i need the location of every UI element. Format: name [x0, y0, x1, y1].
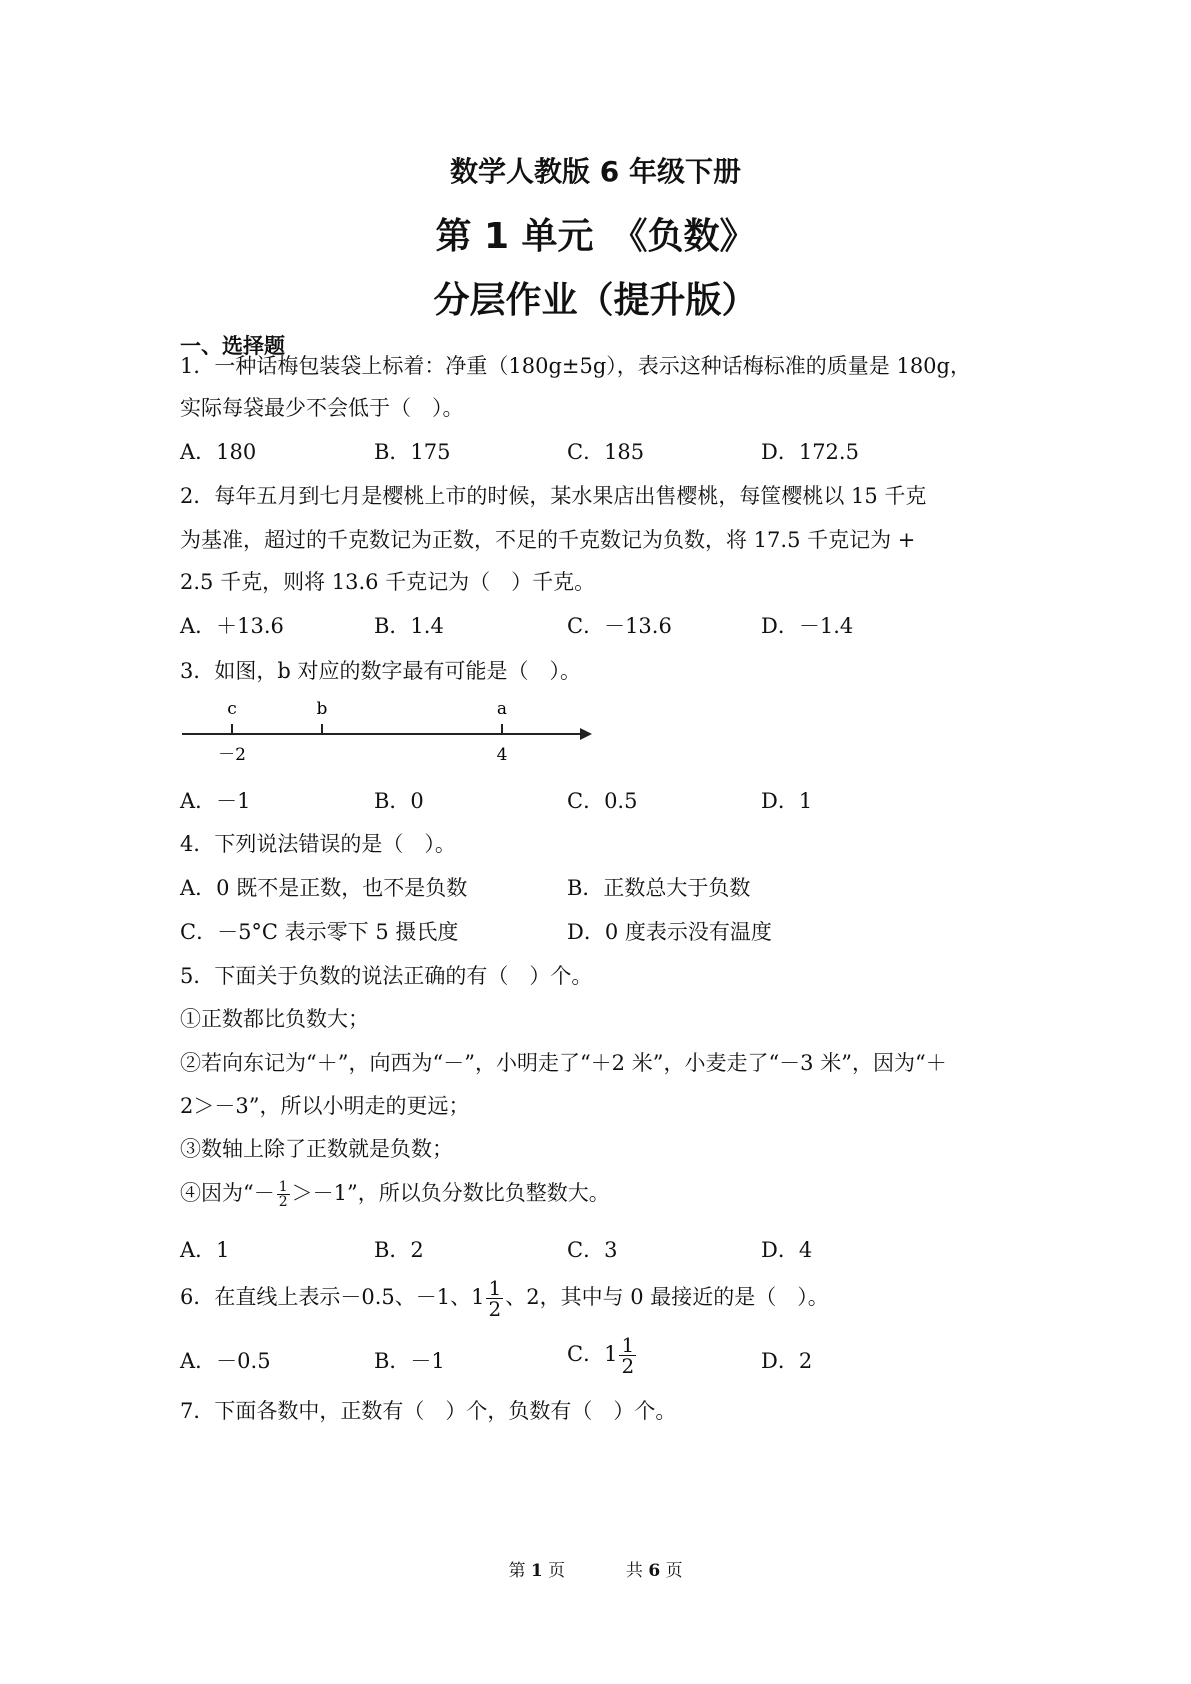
doc-title-unit: 第 1 单元 《负数》: [435, 216, 756, 257]
q6-numerator: 1: [488, 1276, 502, 1300]
q6-line1: [180, 1278, 829, 1319]
page-footer: [0, 1556, 1191, 1581]
q5-line1: 5．下面关于负数的说法正确的有（ ）个。: [180, 964, 593, 988]
q5-s4-pre: ④因为“－: [180, 1181, 275, 1205]
label-a: a: [496, 699, 508, 719]
q4-line1: 4．下列说法错误的是（ ）。: [180, 832, 456, 856]
q6-fraction: [486, 1278, 503, 1319]
q6-option-b: B．－1: [374, 1349, 445, 1373]
q5-option-d: D．4: [761, 1238, 813, 1262]
q2-line1: 2．每年五月到七月是樱桃上市的时候，某水果店出售樱桃，每筐樱桃以 15 千克: [180, 484, 927, 508]
q2-option-a: A．＋13.6: [180, 614, 284, 638]
q2-line2: 为基准，超过的千克数记为正数，不足的千克数记为负数，将 17.5 千克记为 +: [180, 528, 916, 552]
q1-option-d: D．172.5: [761, 440, 859, 464]
label-b: b: [316, 699, 328, 719]
q4-option-b: B．正数总大于负数: [567, 876, 751, 900]
number-line-arrow: [580, 728, 592, 740]
doc-title-type: 分层作业（提升版）: [433, 280, 758, 321]
q6-optc-denominator: 2: [621, 1354, 635, 1378]
q4-option-c: C．－5°C 表示零下 5 摄氏度: [180, 920, 459, 944]
footer-page-number: 1: [530, 1561, 543, 1581]
q3-option-a: A．－1: [180, 789, 251, 813]
number-line-figure: [180, 692, 600, 772]
q5-s4-post: ＞－1”，所以负分数比负整数大。: [291, 1181, 610, 1205]
section-heading: 一、选择题: [180, 334, 285, 358]
footer-total-prefix: 共: [625, 1561, 643, 1581]
q2-option-b: B．1.4: [374, 614, 444, 638]
q2-option-d: D．－1.4: [761, 614, 854, 638]
footer-page-suffix: 页: [548, 1561, 566, 1581]
footer-total-suffix: 页: [665, 1561, 683, 1581]
q6-option-a: A．－0.5: [180, 1349, 271, 1373]
q3-option-d: D．1: [761, 789, 813, 813]
q5-statement-2b: 2＞－3”，所以小明走的更远；: [180, 1094, 470, 1118]
q4-option-d: D．0 度表示没有温度: [567, 920, 772, 944]
q5-option-c: C．3: [567, 1238, 618, 1262]
q5-option-a: A．1: [180, 1238, 230, 1262]
q3-line1: 3．如图，b 对应的数字最有可能是（ ）。: [180, 659, 581, 683]
q1-option-a: A．180: [180, 440, 257, 464]
q6-denominator: 2: [488, 1297, 502, 1321]
q4-option-a: A．0 既不是正数，也不是负数: [180, 876, 468, 900]
value-a: 4: [496, 745, 508, 765]
q1-option-c: C．185: [567, 440, 645, 464]
q5-statement-2a: ②若向东记为“＋”，向西为“－”，小明走了“＋2 米”，小麦走了“－3 米”，因为“＋: [180, 1051, 947, 1075]
doc-title-grade: 数学人教版 6 年级下册: [450, 155, 741, 188]
q3-option-c: C．0.5: [567, 789, 638, 813]
q1-option-b: B．175: [374, 440, 451, 464]
footer-total-pages: 6: [648, 1561, 661, 1581]
q1-line1: 1．一种话梅包装袋上标着：净重（180g±5g），表示这种话梅标准的质量是 180g，: [180, 354, 971, 378]
q5-s4-denominator: 2: [278, 1194, 288, 1210]
q6-option-d: D．2: [761, 1349, 813, 1373]
label-c: c: [227, 699, 237, 719]
footer-page-prefix: 第: [508, 1561, 526, 1581]
value-c: －2: [218, 745, 246, 765]
q5-option-b: B．2: [374, 1238, 424, 1262]
q1-line2: 实际每袋最少不会低于（ ）。: [180, 396, 464, 420]
q5-s4-fraction: [277, 1180, 290, 1209]
q6-optc-pre: C．1: [567, 1342, 618, 1366]
q3-option-b: B．0: [374, 789, 424, 813]
q6-optc-fraction: [619, 1335, 636, 1376]
q6-post: 、2，其中与 0 最接近的是（ ）。: [505, 1285, 829, 1309]
q7-line1: 7．下面各数中，正数有（ ）个，负数有（ ）个。: [180, 1399, 677, 1423]
q2-line3: 2.5 千克，则将 13.6 千克记为（ ）千克。: [180, 570, 596, 594]
q6-pre: 6．在直线上表示－0.5、－1、1: [180, 1285, 485, 1309]
q5-s4-numerator: 1: [278, 1179, 288, 1195]
q2-option-c: C．－13.6: [567, 614, 672, 638]
q5-statement-4: [180, 1177, 610, 1209]
q5-statement-1: ①正数都比负数大；: [180, 1007, 369, 1031]
q6-option-c: [567, 1335, 638, 1376]
q5-statement-3: ③数轴上除了正数就是负数；: [180, 1137, 453, 1161]
q6-optc-numerator: 1: [621, 1333, 635, 1357]
